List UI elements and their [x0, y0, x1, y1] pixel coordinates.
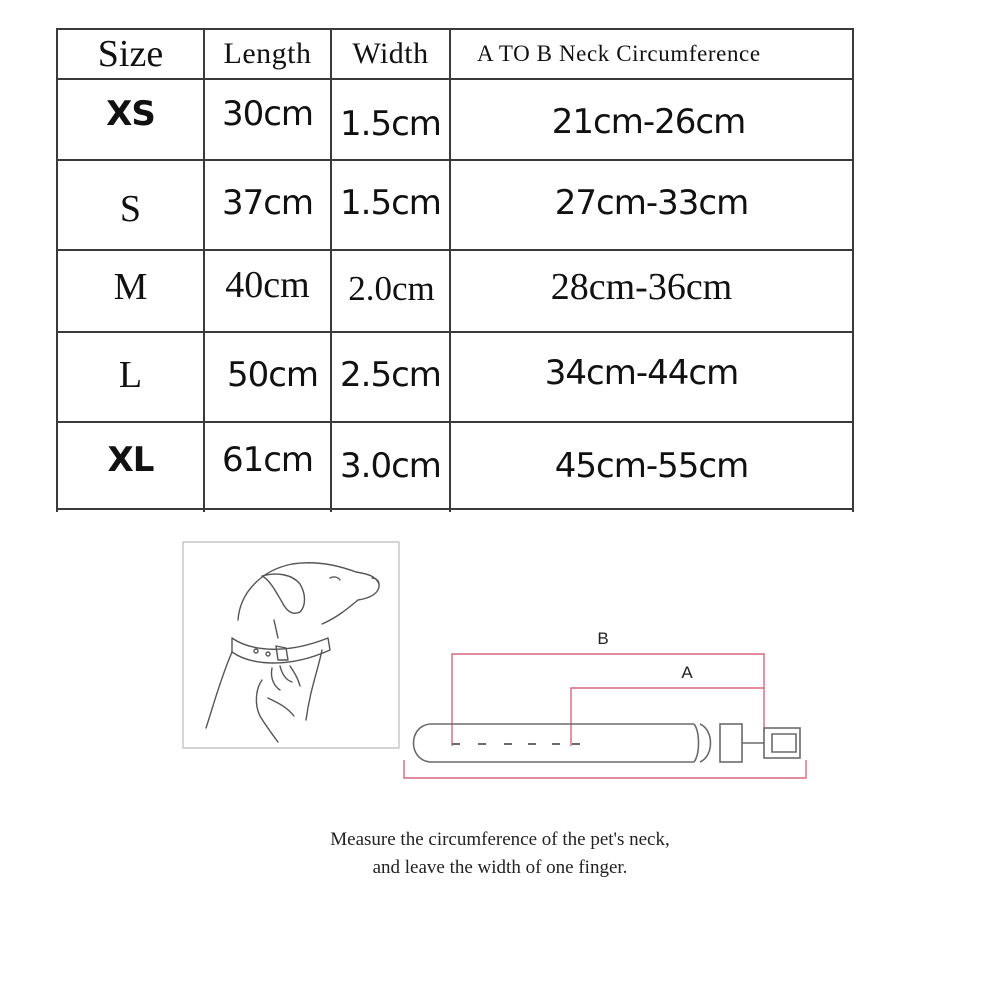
cell-neck: 28cm-36cm [550, 266, 733, 308]
header-length: Length [223, 37, 312, 70]
collar-strap [414, 724, 801, 762]
cell-neck: 45cm-55cm [554, 445, 749, 486]
cell-neck: 27cm-33cm [554, 183, 749, 223]
caption-line-1: Measure the circumference of the pet's neck, [330, 829, 670, 850]
label-b: B [597, 629, 609, 648]
cell-neck: 21cm-26cm [551, 101, 746, 142]
cell-size: L [118, 354, 143, 396]
table-row [56, 251, 854, 331]
size-chart-table [56, 28, 854, 512]
cell-size: XS [106, 93, 155, 134]
cell-size: M [113, 266, 148, 308]
header-neck-circumference: A TO B Neck Circumference [477, 41, 761, 66]
cell-length: 40cm [225, 264, 310, 306]
cell-size: S [119, 188, 142, 230]
table-row [56, 161, 854, 249]
cell-width: 2.5cm [340, 355, 441, 395]
cell-length: 50cm [226, 355, 319, 395]
collar-measurement-diagram [404, 629, 806, 778]
label-a: A [681, 663, 693, 682]
table-divider [56, 508, 854, 510]
cell-length: 37cm [221, 183, 314, 223]
cell-size: XL [107, 439, 154, 480]
header-size: Size [97, 33, 164, 75]
cell-width: 3.0cm [340, 445, 441, 486]
cell-length: 30cm [221, 93, 314, 134]
measurement-figure [0, 520, 1000, 820]
caption-line-2: and leave the width of one finger. [372, 857, 628, 878]
cell-neck: 34cm-44cm [544, 353, 739, 393]
table-row [56, 333, 854, 421]
cell-width: 1.5cm [340, 183, 441, 223]
cell-length: 61cm [221, 439, 314, 480]
table-row [56, 80, 854, 159]
table-row [56, 423, 854, 508]
cell-width: 2.0cm [348, 269, 435, 308]
header-width: Width [352, 37, 429, 70]
measurement-lines [404, 654, 806, 778]
cell-width: 1.5cm [340, 103, 441, 144]
measurement-caption [0, 826, 1000, 882]
dog-collar-illustration [183, 542, 399, 748]
table-header-row [56, 30, 854, 78]
